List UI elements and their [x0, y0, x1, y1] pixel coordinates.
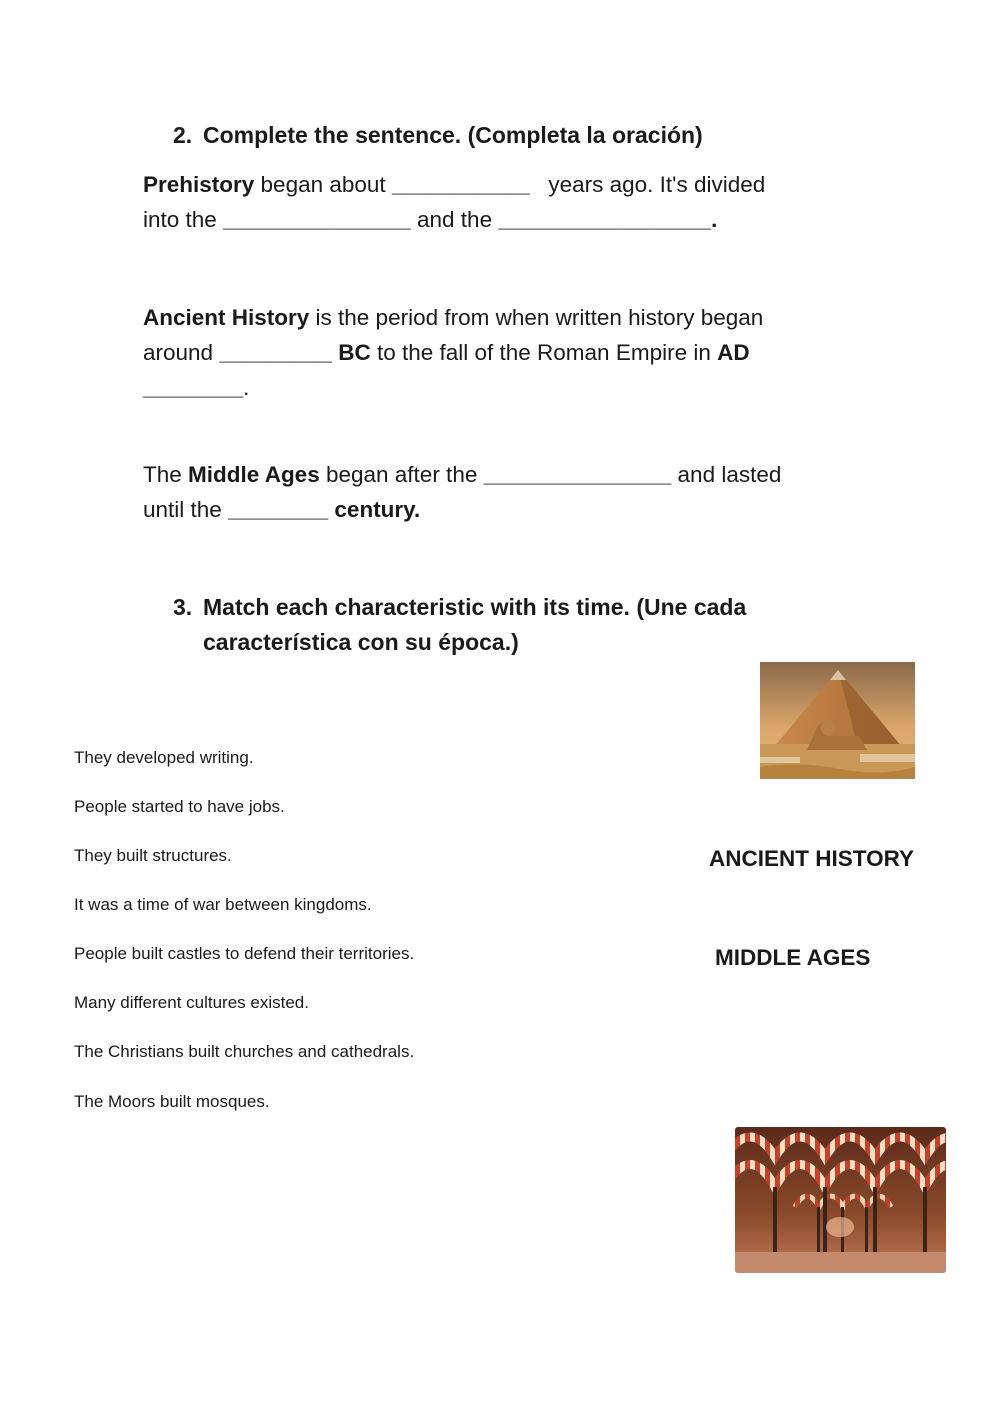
- blank-age-1[interactable]: _______________: [223, 207, 411, 232]
- blank-age-2[interactable]: _________________.: [498, 207, 718, 232]
- prehistory-term: Prehistory: [143, 172, 255, 197]
- q3-heading: [173, 590, 746, 660]
- middle-ages-line-2: [143, 492, 420, 527]
- ancient-history-label[interactable]: ANCIENT HISTORY: [709, 846, 915, 871]
- characteristic-item-6[interactable]: Many different cultures existed.: [74, 993, 309, 1012]
- blank-years[interactable]: ___________: [391, 172, 530, 197]
- q3-title-line-1: Match each characteristic with its time. (Une cada: [203, 594, 747, 620]
- middle-ages-label[interactable]: MIDDLE AGES: [715, 945, 871, 970]
- q2-title: Complete the sentence. (Completa la oración): [203, 122, 703, 148]
- text-span: and lasted: [671, 462, 782, 487]
- ancient-line-3: [143, 370, 249, 405]
- blank-century[interactable]: ________: [228, 497, 329, 522]
- bc-label: BC: [331, 340, 371, 365]
- prehistory-line-1: [143, 167, 765, 202]
- characteristic-item-3[interactable]: They built structures.: [74, 846, 232, 865]
- q3-title-line-2: característica con su época.): [203, 629, 519, 655]
- characteristic-item-7[interactable]: The Christians built churches and cathedrals.: [74, 1042, 415, 1061]
- characteristic-item-1[interactable]: They developed writing.: [74, 748, 254, 767]
- text-span: into the: [143, 207, 224, 232]
- text-span: and the: [410, 207, 499, 232]
- characteristic-item-8[interactable]: The Moors built mosques.: [74, 1092, 270, 1111]
- q2-number: 2.: [173, 122, 193, 148]
- ancient-line-1: [143, 300, 763, 335]
- text-span: years ago. It's divided: [529, 172, 766, 197]
- text-span: .: [243, 375, 250, 400]
- pyramid-sphinx-image: [760, 662, 915, 779]
- text-span: until the: [143, 497, 229, 522]
- ancient-line-2: [143, 335, 750, 370]
- text-span: began about: [254, 172, 392, 197]
- ad-label: AD: [717, 340, 750, 365]
- mosque-arches-image: [735, 1127, 946, 1273]
- blank-ad-year[interactable]: ________: [143, 375, 244, 400]
- characteristic-item-2[interactable]: People started to have jobs.: [74, 797, 285, 816]
- middle-ages-term: Middle Ages: [188, 462, 320, 487]
- q3-number: 3.: [173, 594, 193, 620]
- text-span: around: [143, 340, 220, 365]
- text-span: is the period from when written history began: [309, 305, 764, 330]
- blank-fall-event[interactable]: _______________: [483, 462, 672, 487]
- q2-heading: [173, 118, 703, 153]
- text-span: The: [143, 462, 189, 487]
- text-span: began after the: [319, 462, 484, 487]
- blank-bc-year[interactable]: _________: [219, 340, 332, 365]
- characteristic-item-5[interactable]: People built castles to defend their territories.: [74, 944, 415, 963]
- century-label: century.: [328, 497, 421, 522]
- characteristic-item-4[interactable]: It was a time of war between kingdoms.: [74, 895, 372, 914]
- text-span: to the fall of the Roman Empire in: [370, 340, 718, 365]
- middle-ages-line-1: [143, 457, 781, 492]
- ancient-history-term: Ancient History: [143, 305, 310, 330]
- prehistory-line-2: [143, 202, 717, 237]
